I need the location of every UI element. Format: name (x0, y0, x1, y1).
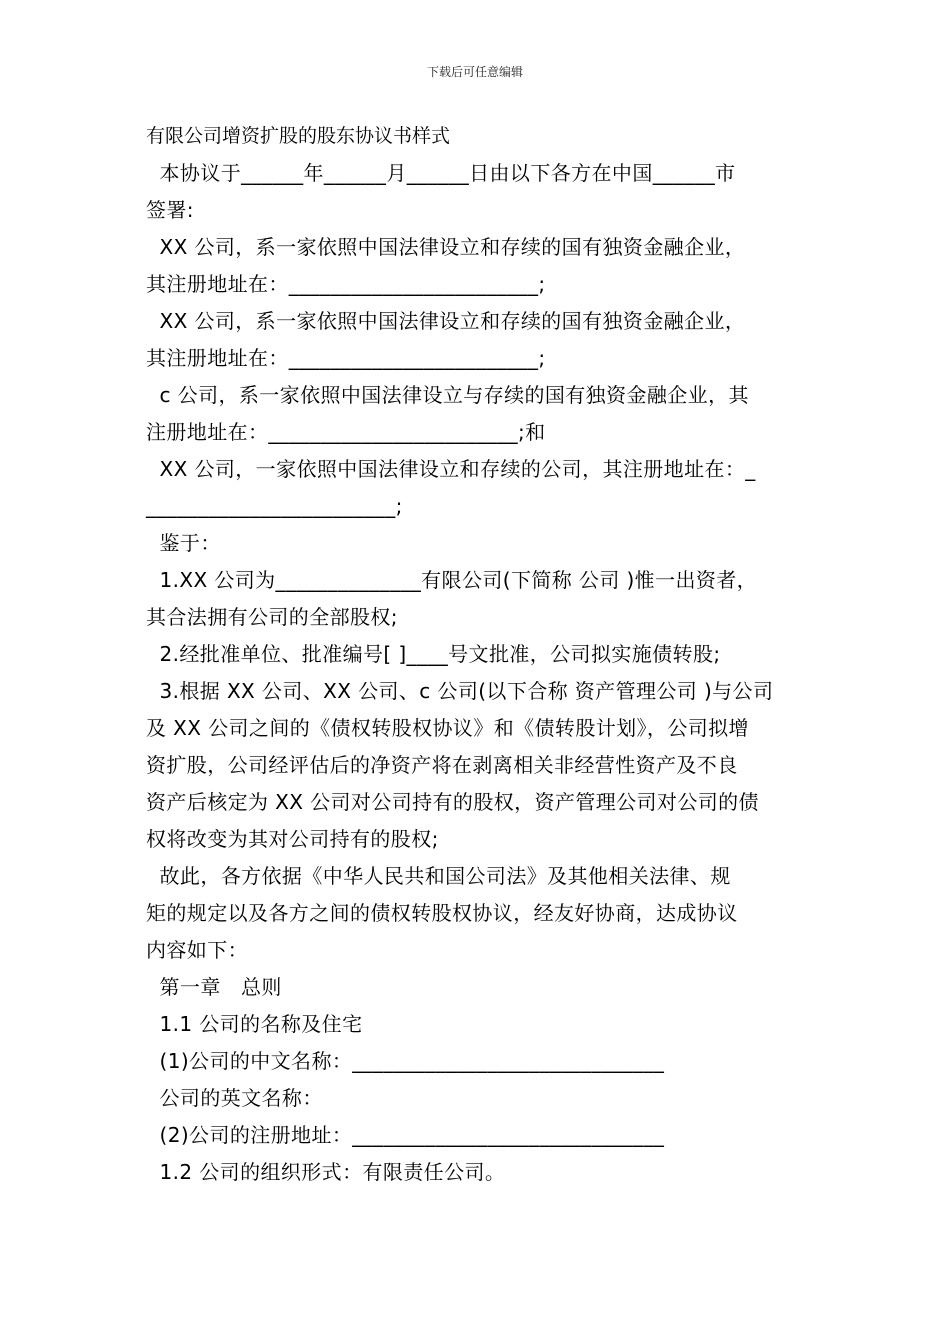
paragraph-line: 3.根据 XX 公司、XX 公司、c 公司(以下合称 资产管理公司 )与公司 (146, 679, 774, 703)
chapter-heading: 第一章 总则 (146, 975, 282, 999)
paragraph-line: 故此，各方依据《中华人民共和国公司法》及其他相关法律、规 (146, 864, 731, 888)
paragraph-line: 公司的英文名称： (146, 1086, 323, 1110)
paragraph-line: 本协议于______年______月______日由以下各方在中国______市 (146, 161, 736, 185)
paragraph-line: 其注册地址在：________________________; (146, 272, 546, 296)
paragraph-line: 鉴于： (146, 531, 221, 555)
document-title: 有限公司增资扩股的股东协议书样式 (146, 125, 451, 147)
paragraph-line: 签署: (146, 198, 194, 222)
paragraph-line: 及 XX 公司之间的《债权转股权协议》和《债转股计划》，公司拟增 (146, 716, 749, 740)
section-heading: 1.2 公司的组织形式：有限责任公司。 (146, 1160, 506, 1184)
paragraph-line: 资扩股，公司经评估后的净资产将在剥离相关非经营性资产及不良 (146, 753, 738, 777)
paragraph-line: (1)公司的中文名称：______________________________ (146, 1049, 665, 1073)
paragraph-line: c 公司，系一家依照中国法律设立与存续的国有独资金融企业，其 (146, 383, 749, 407)
paragraph-line: 1.XX 公司为______________有限公司(下简称 公司 )惟一出资者， (146, 568, 758, 592)
paragraph-line: 注册地址在：________________________;和 (146, 420, 546, 444)
paragraph-line: 其合法拥有公司的全部股权; (146, 605, 398, 629)
paragraph-line: 其注册地址在：________________________; (146, 346, 546, 370)
paragraph-line: 资产后核定为 XX 公司对公司持有的股权，资产管理公司对公司的债 (146, 790, 759, 814)
paragraph-line: 矩的规定以及各方之间的债权转股权协议，经友好协商，达成协议 (146, 901, 738, 925)
paragraph-line: ________________________; (146, 494, 403, 518)
document-body (146, 118, 810, 1191)
paragraph-line: XX 公司，系一家依照中国法律设立和存续的国有独资金融企业， (146, 235, 746, 259)
section-heading: 1.1 公司的名称及住宅 (146, 1012, 363, 1036)
paragraph-line: XX 公司，系一家依照中国法律设立和存续的国有独资金融企业， (146, 309, 746, 333)
paragraph-line: 权将改变为其对公司持有的股权; (146, 827, 439, 851)
paragraph-line: 2.经批准单位、批准编号[ ]____号文批准，公司拟实施债转股; (146, 642, 721, 666)
paragraph-line: (2)公司的注册地址：______________________________ (146, 1123, 665, 1147)
paragraph-line: XX 公司，一家依照中国法律设立和存续的公司，其注册地址在：_ (146, 457, 756, 481)
paragraph-line: 内容如下： (146, 938, 248, 962)
page-header: 下载后可任意编辑 (426, 65, 523, 79)
